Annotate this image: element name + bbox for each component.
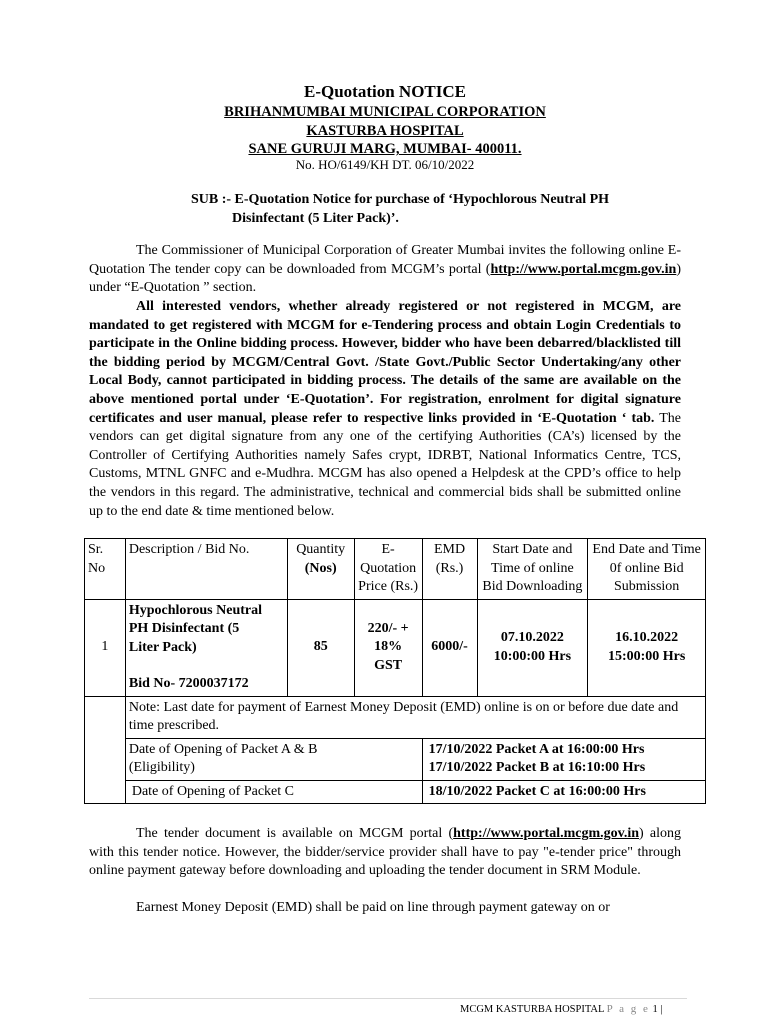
portal-link-2[interactable]: http://www.portal.mcgm.gov.in xyxy=(453,826,640,841)
intro-text-b: ) under “E-Quotation ” section. xyxy=(89,261,681,296)
footer-page-word: P a g e xyxy=(606,1003,650,1015)
row-bid-no: Bid No- 7200037172 xyxy=(128,676,249,691)
registration-paragraph xyxy=(89,298,681,521)
row-quantity: 85 xyxy=(287,599,354,696)
header-price: E-Quotation Price (Rs.) xyxy=(354,539,422,600)
table-header-row xyxy=(85,539,706,600)
row-start-date: 07.10.2022 xyxy=(500,630,564,645)
registration-bold-text: All interested vendors, whether already registered or not registered in MCGM, are mandated to get registered with MCGM for e-Tendering process and obtain Login Credentials to participate in the Online bidding process. However, bidder who have been debarred/blacklisted till the bidding period by MCGM/Central Govt. /State Govt./Public Sector Undertaking/any other Local Body, cannot participated in bidding process. The details of the same are available on the above mentioned portal under ‘E-Quotation’. For registration, enrolment for digital signature certificates and user manual, please refer to respective links provided in ‘E-Quotation ‘ tab. xyxy=(89,299,681,426)
header-quantity-label: Quantity xyxy=(296,542,346,557)
header-quantity-unit: (Nos) xyxy=(304,560,337,576)
portal-link[interactable]: http://www.portal.mcgm.gov.in xyxy=(490,261,677,277)
footer-org: MCGM KASTURBA HOSPITAL xyxy=(460,1004,605,1015)
row-end xyxy=(588,599,706,696)
tender-doc-text-b: ) along with this tender notice. However, the bidder/service provider shall have to pay "e-tender price" through online payment gateway before downloading and uploading the tender document in SRM Module. xyxy=(89,826,682,879)
row-start xyxy=(477,599,588,696)
reference-number: No. HO/6149/KH DT. 06/10/2022 xyxy=(295,157,475,172)
header-emd: EMD (Rs.) xyxy=(422,539,477,600)
header-start-date: Start Date and Time of online Bid Downloading xyxy=(477,539,588,600)
packet-c-spacer xyxy=(85,780,126,804)
intro-paragraph xyxy=(89,242,681,298)
packet-ab-row xyxy=(85,738,706,780)
packet-ab-dates xyxy=(422,738,705,780)
row-item-name: Hypochlorous Neutral PH Disinfectant (5 Liter Pack) xyxy=(128,602,262,655)
hospital-name: KASTURBA HOSPITAL xyxy=(306,123,464,139)
page-footer xyxy=(460,1003,663,1015)
packet-ab-label-line1: Date of Opening of Packet A & B xyxy=(128,741,318,757)
packet-c-label: Date of Opening of Packet C xyxy=(125,780,422,804)
header-end-date: End Date and Time 0f online Bid Submission xyxy=(588,539,706,600)
table-row xyxy=(85,599,706,696)
packet-ab-label xyxy=(125,738,422,780)
tender-document-paragraph xyxy=(89,825,681,881)
note-row xyxy=(85,696,706,738)
tender-doc-text-a: The tender document is available on MCGM portal ( xyxy=(136,826,454,841)
notice-title: E-Quotation NOTICE xyxy=(304,82,466,101)
row-end-date: 16.10.2022 xyxy=(615,630,679,645)
footer-divider xyxy=(89,998,687,999)
packet-c-row xyxy=(85,780,706,804)
row-sr-no: 1 xyxy=(85,599,126,696)
header-description: Description / Bid No. xyxy=(125,539,287,600)
subject-line xyxy=(191,190,681,228)
footer-page-number: 1 | xyxy=(652,1004,663,1015)
intro-text-a: The Commissioner of Municipal Corporation of Greater Mumbai invites the following online E-Quotation The tender copy can be downloaded from MCGM’s portal ( xyxy=(89,243,681,277)
organization-name: BRIHANMUMBAI MUNICIPAL CORPORATION xyxy=(224,104,546,120)
emd-paragraph: Earnest Money Deposit (EMD) shall be paid on line through payment gateway on or xyxy=(136,900,610,915)
note-row-spacer xyxy=(85,696,126,738)
row-emd: 6000/- xyxy=(422,599,477,696)
packet-ab-label-line2: (Eligibility) xyxy=(128,760,195,775)
row-description xyxy=(125,599,287,696)
row-start-time: 10:00:00 Hrs xyxy=(493,648,572,664)
subject-line-2: Disinfectant (5 Liter Pack)’. xyxy=(232,211,399,226)
subject-line-1: SUB :- E-Quotation Notice for purchase of ‘Hypochlorous Neutral PH xyxy=(191,192,610,207)
row-price: 220/- + 18% GST xyxy=(354,599,422,696)
tender-table xyxy=(84,538,706,804)
packet-b-date: 17/10/2022 Packet B at 16:10:00 Hrs xyxy=(428,760,646,775)
registration-normal-text: The vendors can get digital signature from any one of the certifying Authorities (CA’s) licensed by the Controller of Certifying Authorities namely Safes crypt, IDRBT, National Informatics Centre, TCS, Customs, MTNL GNFC and e-Mudhra. MCGM has also opened a Helpdesk at the CPD’s office to help the vendors in this regard. The administrative, technical and commercial bids shall be submitted online up to the end date & time mentioned below. xyxy=(89,410,681,519)
row-end-time: 15:00:00 Hrs xyxy=(607,648,686,664)
packet-a-date: 17/10/2022 Packet A at 16:00:00 Hrs xyxy=(428,741,645,757)
emd-note: Note: Last date for payment of Earnest Money Deposit (EMD) online is on or before due date and time prescribed. xyxy=(125,696,705,738)
hospital-address: SANE GURUJI MARG, MUMBAI- 400011. xyxy=(248,141,522,157)
packet-ab-spacer xyxy=(85,738,126,780)
header-quantity xyxy=(287,539,354,600)
packet-c-date: 18/10/2022 Packet C at 16:00:00 Hrs xyxy=(422,780,705,804)
header-sr-no: Sr. No xyxy=(85,539,126,600)
